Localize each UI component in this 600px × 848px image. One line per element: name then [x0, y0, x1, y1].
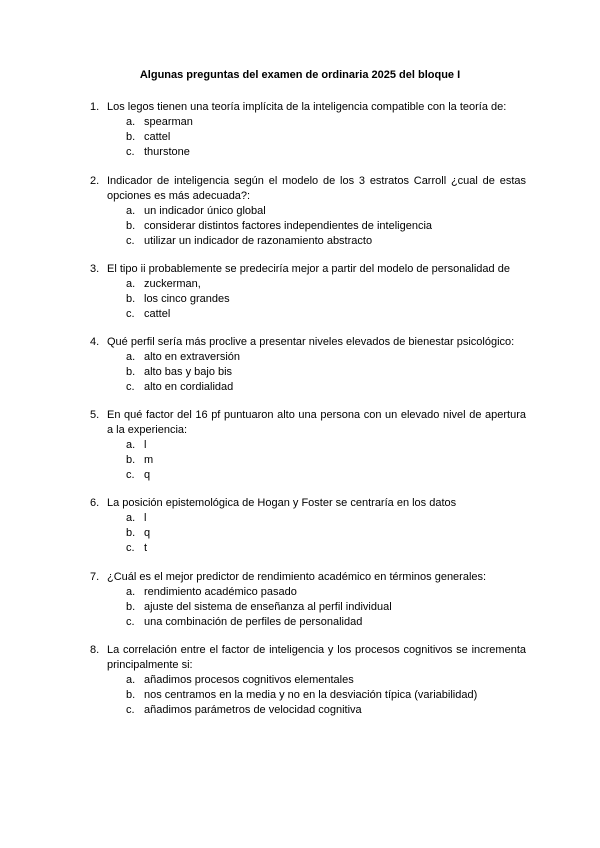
option-text: cattel [144, 308, 171, 320]
question-number: 6. [90, 497, 100, 509]
option-c [90, 307, 526, 322]
option-text: m [144, 454, 154, 466]
question-number: 2. [90, 175, 100, 187]
option-text: nos centramos en la media y no en la desviación típica (variabilidad) [144, 689, 478, 701]
options-list [90, 511, 526, 556]
option-b [90, 526, 526, 541]
question-3 [90, 262, 526, 322]
option-text: añadimos procesos cognitivos elementales [144, 674, 354, 686]
option-label: c. [126, 146, 135, 158]
option-c [90, 145, 526, 160]
option-b [90, 130, 526, 145]
option-a [90, 115, 526, 130]
options-list [90, 350, 526, 395]
question-text: Qué perfil sería más proclive a presentar niveles elevados de bienestar psicológico: [107, 336, 515, 348]
option-text: l [144, 439, 147, 451]
option-label: a. [126, 116, 136, 128]
option-label: b. [126, 293, 136, 305]
question-text: El tipo ii probablemente se predeciría mejor a partir del modelo de personalidad de [107, 263, 510, 275]
question-text: Indicador de inteligencia según el modelo de los 3 estratos Carroll ¿cual de estas opciones es más adecuada?: [107, 175, 526, 202]
option-text: thurstone [144, 146, 190, 158]
option-text: una combinación de perfiles de personalidad [144, 616, 363, 628]
option-label: c. [126, 542, 135, 554]
option-text: zuckerman, [144, 278, 201, 290]
document-title: Algunas preguntas del examen de ordinaria 2025 del bloque I [139, 69, 461, 81]
option-text: cattel [144, 131, 171, 143]
option-label: b. [126, 220, 136, 232]
option-a [90, 438, 526, 453]
question-4 [90, 335, 526, 395]
option-text: q [144, 527, 151, 539]
option-label: b. [126, 131, 136, 143]
option-label: a. [126, 674, 136, 686]
option-b [90, 292, 526, 307]
option-label: a. [126, 439, 136, 451]
option-a [90, 350, 526, 365]
option-a [90, 673, 526, 688]
option-text: alto bas y bajo bis [144, 366, 233, 378]
option-text: q [144, 469, 151, 481]
option-text: un indicador único global [144, 205, 266, 217]
question-text: En qué factor del 16 pf puntuaron alto una persona con un elevado nivel de apertura a la experiencia: [107, 409, 526, 436]
question-text: Los legos tienen una teoría implícita de la inteligencia compatible con la teoría de: [107, 101, 507, 113]
option-label: b. [126, 689, 136, 701]
option-c [90, 468, 526, 483]
option-text: rendimiento académico pasado [144, 586, 297, 598]
option-label: c. [126, 235, 135, 247]
question-text: ¿Cuál es el mejor predictor de rendimiento académico en términos generales: [107, 571, 487, 583]
question-1 [90, 100, 526, 160]
question-7 [90, 570, 526, 630]
option-label: b. [126, 366, 136, 378]
option-label: a. [126, 512, 136, 524]
question-8 [90, 643, 526, 718]
option-label: a. [126, 351, 136, 363]
options-list [90, 277, 526, 322]
option-text: considerar distintos factores independientes de inteligencia [144, 220, 433, 232]
options-list [90, 585, 526, 630]
question-number: 7. [90, 571, 100, 583]
option-text: los cinco grandes [144, 293, 230, 305]
option-label: a. [126, 205, 136, 217]
option-label: c. [126, 704, 135, 716]
option-text: spearman [144, 116, 193, 128]
option-label: c. [126, 469, 135, 481]
option-text: alto en extraversión [144, 351, 240, 363]
option-text: t [144, 542, 148, 554]
option-text: utilizar un indicador de razonamiento abstracto [144, 235, 373, 247]
option-c [90, 703, 526, 718]
option-a [90, 277, 526, 292]
question-5 [90, 408, 526, 483]
option-label: c. [126, 381, 135, 393]
option-text: alto en cordialidad [144, 381, 234, 393]
options-list [90, 673, 526, 718]
option-label: b. [126, 454, 136, 466]
option-c [90, 380, 526, 395]
options-list [90, 438, 526, 483]
option-label: c. [126, 308, 135, 320]
option-b [90, 453, 526, 468]
question-number: 3. [90, 263, 100, 275]
question-number: 1. [90, 101, 100, 113]
option-c [90, 234, 526, 249]
option-label: a. [126, 586, 136, 598]
option-label: b. [126, 527, 136, 539]
question-text: La correlación entre el factor de inteligencia y los procesos cognitivos se incrementa principalmente si: [107, 644, 526, 671]
option-a [90, 204, 526, 219]
option-c [90, 541, 526, 556]
option-label: b. [126, 601, 136, 613]
option-label: c. [126, 616, 135, 628]
option-b [90, 219, 526, 234]
option-b [90, 688, 526, 703]
question-number: 4. [90, 336, 100, 348]
options-list [90, 204, 526, 249]
option-text: añadimos parámetros de velocidad cognitiva [144, 704, 362, 716]
option-b [90, 600, 526, 615]
question-number: 8. [90, 644, 100, 656]
option-a [90, 585, 526, 600]
question-text: La posición epistemológica de Hogan y Foster se centraría en los datos [107, 497, 457, 509]
option-c [90, 615, 526, 630]
option-label: a. [126, 278, 136, 290]
question-6 [90, 496, 526, 556]
question-2 [90, 174, 526, 249]
options-list [90, 115, 526, 160]
option-b [90, 365, 526, 380]
question-number: 5. [90, 409, 100, 421]
option-a [90, 511, 526, 526]
option-text: ajuste del sistema de enseñanza al perfil individual [144, 601, 392, 613]
option-text: l [144, 512, 147, 524]
